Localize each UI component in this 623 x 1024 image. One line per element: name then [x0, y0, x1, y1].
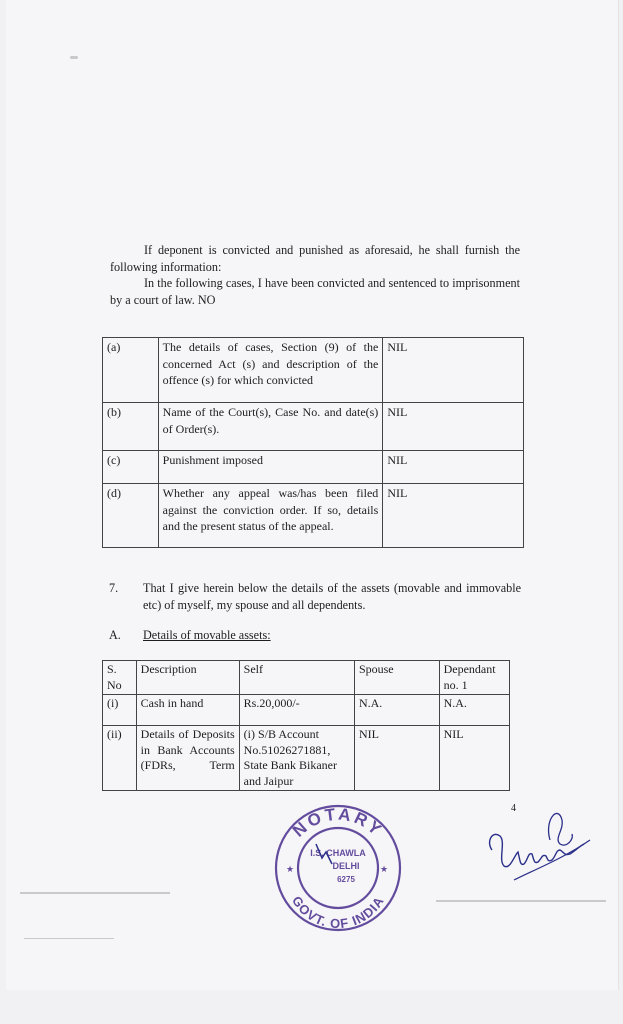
intro-paragraph	[110, 242, 520, 308]
conviction-table	[102, 337, 524, 548]
row-label: (b)	[103, 403, 159, 451]
table-row	[103, 403, 524, 451]
stamp-inner-line: DELHI	[332, 861, 360, 871]
table-row	[103, 484, 524, 548]
row-label: (a)	[103, 338, 159, 403]
table-cell: NIL	[354, 726, 439, 791]
section-title: Details of movable assets:	[143, 628, 271, 642]
table-row	[103, 695, 510, 726]
table-row	[103, 451, 524, 484]
table-cell: (i) S/B Account No.51026271881, State Bank Bikaner and Jaipur	[239, 726, 354, 791]
header-cell: Self	[239, 661, 354, 695]
stamp-inner-line: 6275	[337, 875, 355, 884]
signature	[484, 800, 594, 890]
row-description: Name of the Court(s), Case No. and date(s) of Order(s).	[158, 403, 383, 451]
row-label: (d)	[103, 484, 159, 548]
table-cell: Rs.20,000/-	[239, 695, 354, 726]
row-description: Whether any appeal was/has been filed against the conviction order. If so, details and the present status of the appeal.	[158, 484, 383, 548]
row-description: Punishment imposed	[158, 451, 383, 484]
row-value: NIL	[383, 451, 524, 484]
movable-assets-table	[102, 660, 510, 791]
table-cell: (ii)	[103, 726, 137, 791]
stamp-top-text: NOTARY	[289, 804, 387, 841]
svg-text:★: ★	[286, 864, 295, 874]
stamp-bottom-text: GOVT. OF INDIA	[288, 893, 387, 932]
row-value: NIL	[383, 403, 524, 451]
row-description: The details of cases, Section (9) of the concerned Act (s) and description of the offence (s) for which convicted	[158, 338, 383, 403]
svg-text:★: ★	[380, 864, 389, 874]
table-cell: Cash in hand	[136, 695, 239, 726]
table-row	[103, 338, 524, 403]
table-cell: (i)	[103, 695, 137, 726]
header-cell: Dependant no. 1	[439, 661, 509, 695]
svg-text:NOTARY	[289, 805, 387, 841]
header-cell: S. No	[103, 661, 137, 695]
table-cell: N.A.	[439, 695, 509, 726]
document-page	[6, 0, 618, 990]
table-row	[103, 726, 510, 791]
header-cell: Description	[136, 661, 239, 695]
notary-stamp	[268, 798, 408, 938]
row-label: (c)	[103, 451, 159, 484]
scan-mark	[70, 56, 78, 59]
section-label: A.	[109, 628, 121, 642]
scan-mark	[436, 900, 606, 902]
svg-text:GOVT. OF INDIA	[289, 893, 387, 931]
section-number: 7.	[109, 581, 119, 595]
stamp-inner-line: I.S. CHAWLA	[310, 848, 366, 858]
scan-mark	[20, 892, 170, 894]
table-cell: Details of Deposits in Bank Accounts (FDRs, Term	[136, 726, 239, 791]
intro-line-1: If deponent is convicted and punished as aforesaid, he shall furnish the following information:	[110, 243, 520, 274]
row-value: NIL	[383, 484, 524, 548]
page-number: 4	[511, 803, 516, 814]
section-text: That I give herein below the details of the assets (movable and immovable etc) of myself, my spouse and all dependents.	[143, 581, 521, 612]
scan-mark	[24, 938, 114, 939]
header-cell: Spouse	[354, 661, 439, 695]
table-cell: NIL	[439, 726, 509, 791]
intro-line-2: In the following cases, I have been convicted and sentenced to imprisonment by a court of law. NO	[110, 276, 520, 307]
table-cell: N.A.	[354, 695, 439, 726]
table-header-row	[103, 661, 510, 695]
row-value: NIL	[383, 338, 524, 403]
